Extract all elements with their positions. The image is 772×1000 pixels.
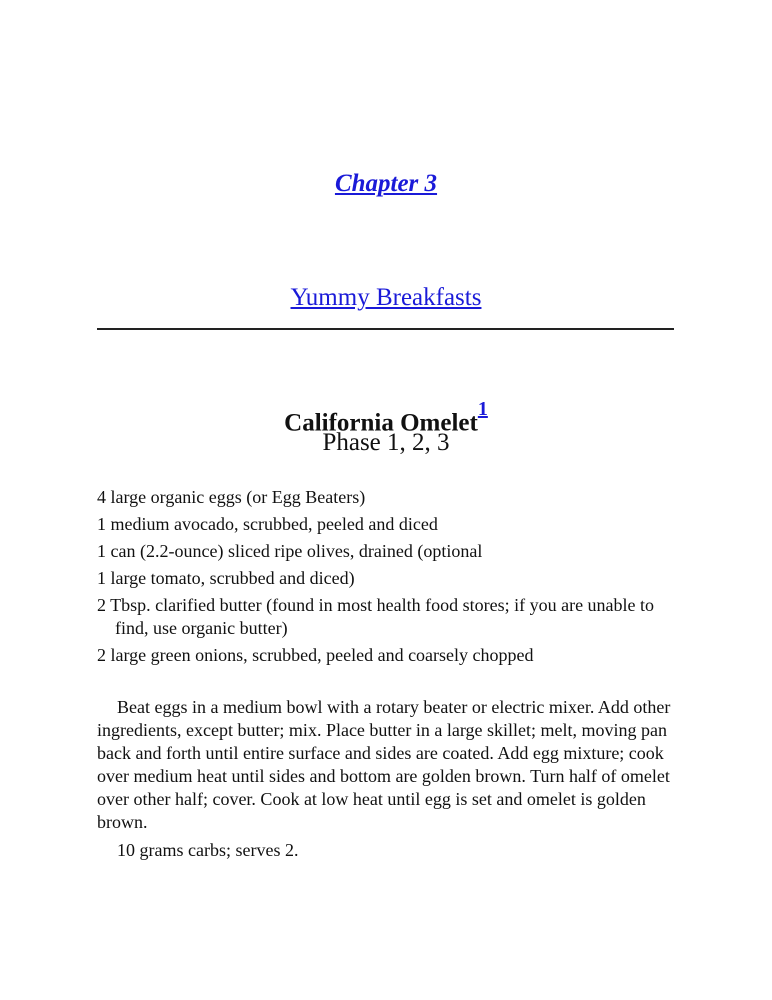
section-title-link[interactable]: Yummy Breakfasts [290,284,482,311]
footnote-superscript [477,398,488,426]
ingredient-item: 1 can (2.2-ounce) sliced ripe olives, drained (optional [97,541,483,561]
section-heading [0,284,772,312]
chapter-heading [0,170,772,198]
footnote-link[interactable]: 1 [477,398,488,420]
ingredient-item: 1 medium avocado, scrubbed, peeled and diced [97,514,438,534]
ingredient-item: 2 large green onions, scrubbed, peeled and coarsely chopped [97,645,534,665]
recipe-phase: Phase 1, 2, 3 [322,429,450,456]
ingredient-list [97,486,677,671]
recipe-yield: 10 grams carbs; serves 2. [117,840,299,860]
ingredient-item: 4 large organic eggs (or Egg Beaters) [97,487,366,507]
ingredient-item: 1 large tomato, scrubbed and diced) [97,568,355,588]
horizontal-rule [97,328,674,330]
ingredient-item: 2 Tbsp. clarified butter (found in most health food stores; if you are unable to find, use organic butter) [97,595,655,638]
chapter-link[interactable]: Chapter 3 [334,170,438,197]
recipe-title-text: California Omelet [284,409,478,437]
recipe-instructions: Beat eggs in a medium bowl with a rotary beater or electric mixer. Add other ingredients, except butter; mix. Place butter in a large skillet; melt, moving pan back and forth until entire surface and sides are coated. Add egg mixture; cook over medium heat until sides and bottom are golden brown. Turn half of omelet over other half; cover. Cook at low heat until egg is set and omelet is golden brown. [97,697,671,832]
